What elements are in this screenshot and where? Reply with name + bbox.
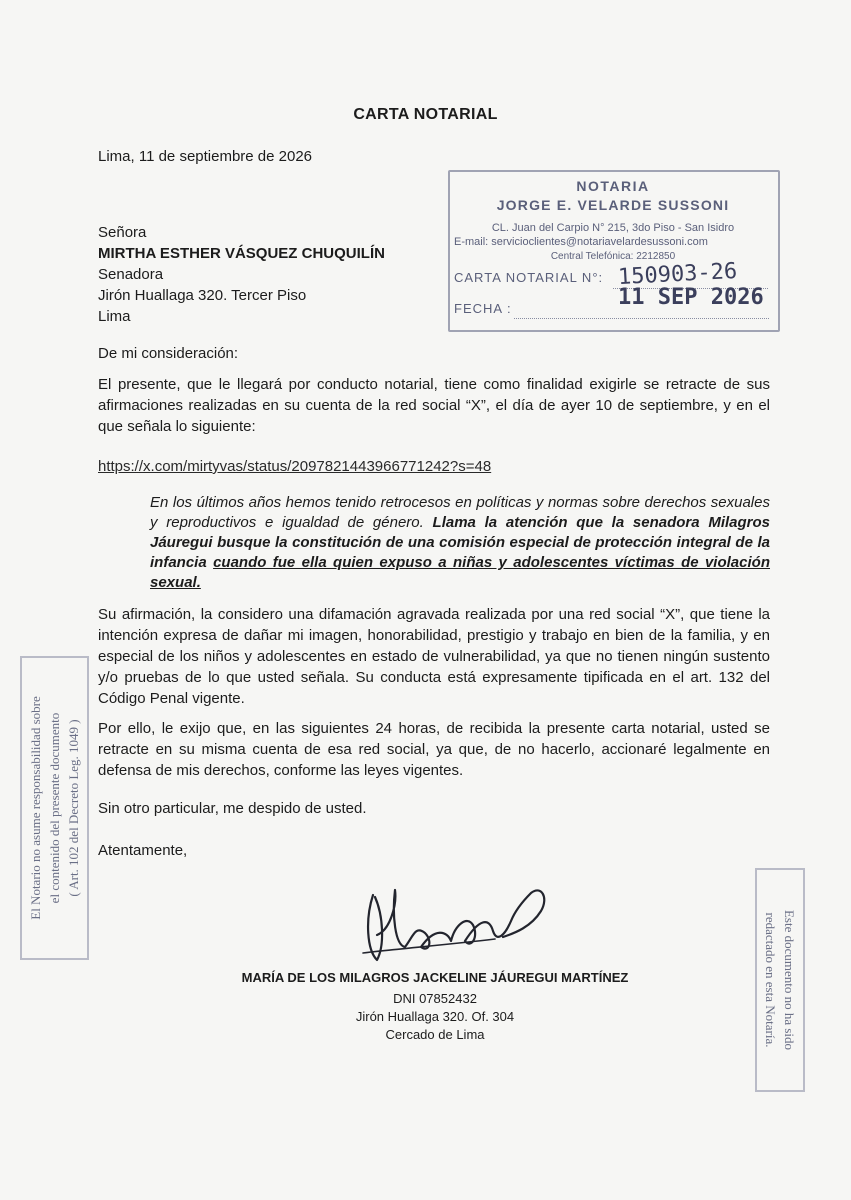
stamp-phone: Central Telefónica: 2212850 bbox=[550, 251, 676, 262]
stamp-email: E-mail: servicioclientes@notariavelardesussoni.com bbox=[454, 236, 708, 248]
not-drafted-line-2: redactado en esta Notaría. bbox=[763, 912, 778, 1048]
paragraph-purpose: El presente, que le llegará por conducto notarial, tiene como finalidad exigirle se retracte de sus afirmaciones realizadas en su cuenta de la red social “X”, el día de ayer 10 de septiembre, y en el que señala lo siguiente: bbox=[98, 376, 770, 435]
addressee-city: Lima bbox=[98, 308, 131, 325]
sender-address: Jirón Huallaga 320. Of. 304 bbox=[355, 1009, 515, 1024]
closing-line: Sin otro particular, me despido de usted. bbox=[98, 800, 367, 817]
addressee-role: Senadora bbox=[98, 266, 164, 283]
stamp-carta-label: CARTA NOTARIAL N°: bbox=[454, 270, 604, 285]
stamp-notary-name: JORGE E. VELARDE SUSSONI bbox=[496, 197, 730, 213]
sender-name: MARÍA DE LOS MILAGROS JACKELINE JÁUREGUI MARTÍNEZ bbox=[241, 970, 629, 985]
paragraph-defamation: Su afirmación, la considero una difamación agravada realizada por una red social “X”, que tiene la intención expresa de dañar mi imagen, honorabilidad, prestigio y trabajo en bien de la familia, y en especial de los niños y adolescentes en estado de vulnerabilidad, ya que no tienen ningún sustento y/o pruebas de lo que usted señala. Su conducta está expresamente tipificada en el art. 132 del Código Penal vigente. bbox=[98, 606, 770, 707]
not-drafted-line-1: Este documento no ha sido bbox=[782, 909, 797, 1051]
stamp-fecha-label: FECHA : bbox=[454, 301, 512, 316]
not-drafted-stamp bbox=[755, 868, 805, 1092]
quote-part-2: Llama la atención que la senadora Milagros Jáuregui busque la constitución de una comisión especial de protección integral de la infancia bbox=[150, 514, 770, 571]
tweet-link[interactable]: https://x.com/mirtyvas/status/2097821443966771242?s=48 bbox=[98, 458, 492, 475]
greeting: De mi consideración: bbox=[98, 345, 239, 362]
notary-disclaimer-stamp bbox=[20, 656, 89, 960]
handwritten-signature bbox=[355, 875, 565, 970]
disclaimer-line-2: el contenido del presente documento bbox=[47, 712, 62, 904]
sender-district: Cercado de Lima bbox=[385, 1027, 485, 1042]
date-line: Lima, 11 de septiembre de 2026 bbox=[98, 148, 313, 165]
addressee-salutation: Señora bbox=[98, 224, 147, 241]
notary-stamp bbox=[448, 170, 778, 330]
disclaimer-line-1: El Notario no asume responsabilidad sobre bbox=[28, 696, 43, 920]
quoted-post bbox=[150, 493, 770, 593]
addressee-address: Jirón Huallaga 320. Tercer Piso bbox=[98, 287, 307, 304]
disclaimer-line-3: ( Art. 102 del Decreto Leg. 1049 ) bbox=[66, 719, 81, 897]
stamp-carta-number: 150903-26 bbox=[617, 258, 738, 291]
document-title: CARTA NOTARIAL bbox=[353, 106, 498, 123]
closing-atentamente: Atentamente, bbox=[98, 842, 188, 859]
stamp-notaria: NOTARIA bbox=[576, 178, 650, 194]
quote-part-3: cuando fue ella quien expuso a niñas y adolescentes víctimas de violación sexual. bbox=[150, 554, 770, 591]
quote-part-1: En los últimos años hemos tenido retrocesos en políticas y normas sobre derechos sexuales y reproductivos e igualdad de género. bbox=[150, 494, 770, 531]
stamp-address: CL. Juan del Carpio N° 215, 3do Piso - San Isidro bbox=[491, 222, 735, 234]
sender-dni: DNI 07852432 bbox=[393, 991, 477, 1006]
addressee-name: MIRTHA ESTHER VÁSQUEZ CHUQUILÍN bbox=[98, 245, 385, 262]
stamp-fecha-value: 11 SEP 2026 bbox=[618, 285, 764, 310]
paragraph-demand: Por ello, le exijo que, en las siguientes 24 horas, de recibida la presente carta notarial, usted se retracte en su misma cuenta de esa red social, ya que, de no hacerlo, accionaré legalmente en defensa de mis derechos, conforme las leyes vigentes. bbox=[98, 720, 770, 779]
